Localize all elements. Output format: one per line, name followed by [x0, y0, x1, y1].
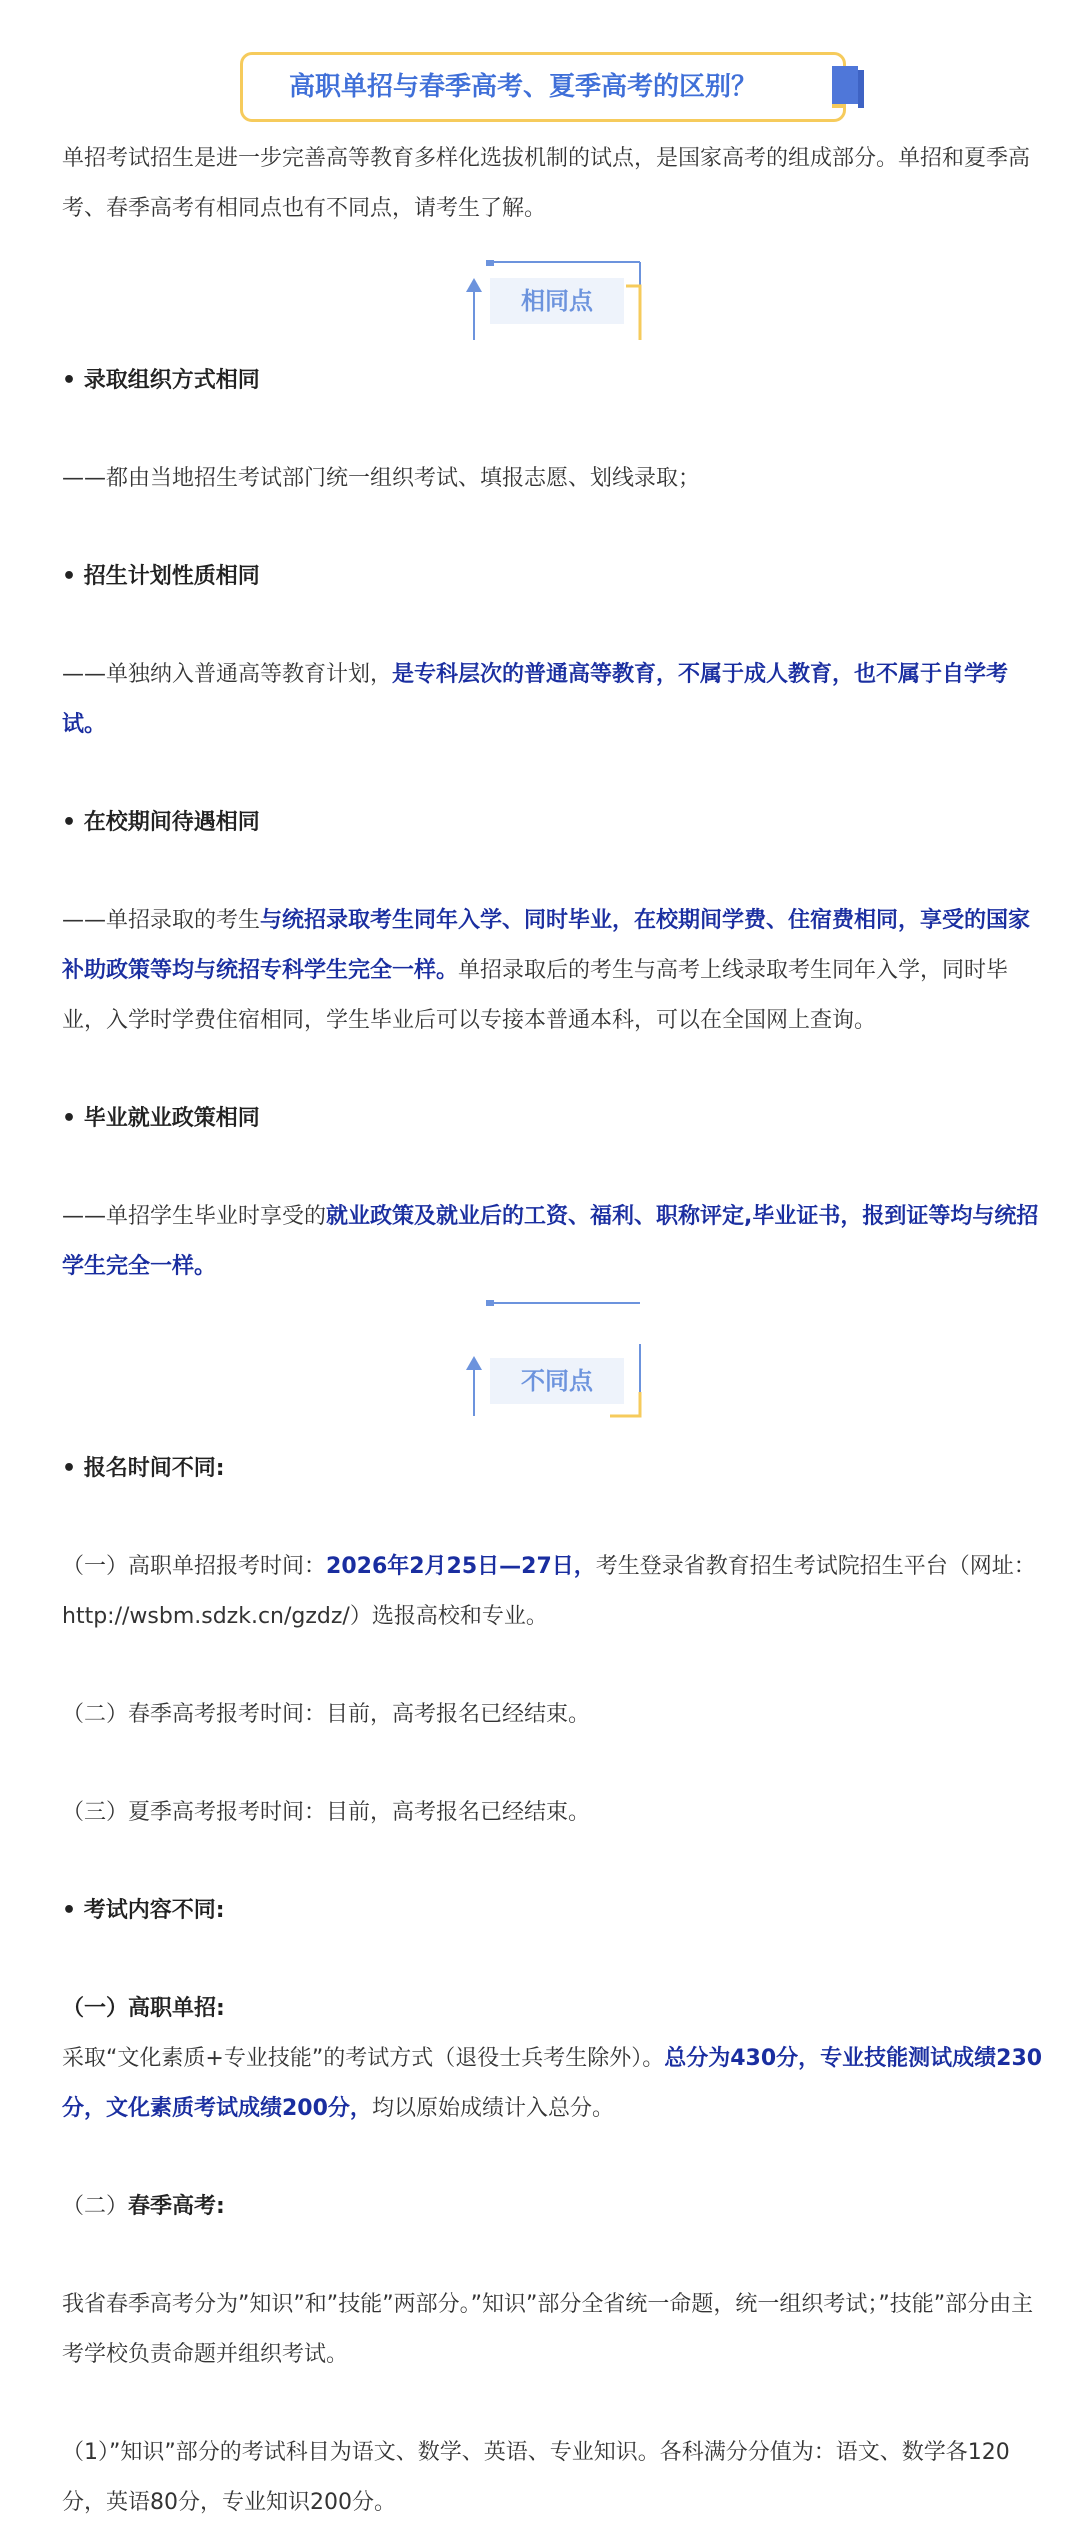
- section-header-same: [460, 260, 660, 360]
- intro-paragraph: 单招考试招生是进一步完善高等教育多样化选拔机制的试点，是国家高考的组成部分。单招和夏季高考、春季高考有相同点也有不同点，请考生了解。: [62, 146, 1031, 221]
- diff-registration-item-2: （二）春季高考报考时间：目前，高考报名已经结束。: [62, 1702, 591, 1727]
- arrow-up-icon: [466, 278, 482, 292]
- diff-content-sub2-item-1: （1）”知识”部分的考试科目为语文、数学、英语、专业知识。各科满分分值为：语文、数学各120分，英语80分，专业知识200分。: [62, 2440, 1010, 2515]
- section-title-same: 相同点: [490, 278, 624, 324]
- same-item-4-title: • 毕业就业政策相同: [62, 1106, 260, 1131]
- diff-content-sub2-title: （二）春季高考:: [62, 2194, 225, 2219]
- diff-registration-item-3: （三）夏季高考报考时间：目前，高考报名已经结束。: [62, 1800, 591, 1825]
- same-item-2-text: ——单独纳入普通高等教育计划，是专科层次的普通高等教育，不属于成人教育，也不属于自学考试。: [62, 662, 1009, 737]
- arrow-up-icon: [466, 1356, 482, 1370]
- section-title-diff: 不同点: [490, 1358, 624, 1404]
- same-item-3-title: • 在校期间待遇相同: [62, 810, 260, 835]
- page-title: 高职单招与春季高考、夏季高考的区别？: [288, 72, 757, 102]
- same-item-4-text: ——单招学生毕业时享受的就业政策及就业后的工资、福利、职称评定,毕业证书，报到证等均与统招学生完全一样。: [62, 1204, 1039, 1279]
- same-item-3-text: ——单招录取的考生与统招录取考生同年入学、同时毕业，在校期间学费、住宿费相同，享受的国家补助政策等均与统招专科学生完全一样。单招录取后的考生与高考上线录取考生同年入学，同时毕业，入学时学费住宿相同，学生毕业后可以专接本普通本科，可以在全国网上查询。: [62, 908, 1031, 1033]
- same-item-1-title: • 录取组织方式相同: [62, 368, 260, 393]
- diff-content-title: • 考试内容不同:: [62, 1898, 225, 1923]
- same-item-1-text: ——都由当地招生考试部门统一组织考试、填报志愿、划线录取；: [62, 466, 701, 491]
- diff-content-sub2-text: 我省春季高考分为”知识”和”技能”两部分。”知识”部分全省统一命题，统一组织考试；”技能”部分由主考学校负责命题并组织考试。: [62, 2292, 1034, 2367]
- diff-registration-item-1: （一）高职单招报考时间：2026年2月25日—27日，考生登录省教育招生考试院招生平台（网址：http://wsbm.sdzk.cn/gzdz/）选报高校和专业。: [62, 1554, 1036, 1629]
- diff-content-sub1-title: （一）高职单招:: [62, 1996, 225, 2021]
- title-banner: [240, 52, 846, 122]
- diff-registration-title: • 报名时间不同:: [62, 1456, 225, 1481]
- book-icon: [830, 66, 866, 110]
- same-item-2-title: • 招生计划性质相同: [62, 564, 260, 589]
- section-header-diff: [460, 1300, 660, 1400]
- diff-content-sub1-text: 采取“文化素质+专业技能”的考试方式（退役士兵考生除外）。总分为430分，专业技能测试成绩230分，文化素质考试成绩200分，均以原始成绩计入总分。: [62, 2046, 1043, 2121]
